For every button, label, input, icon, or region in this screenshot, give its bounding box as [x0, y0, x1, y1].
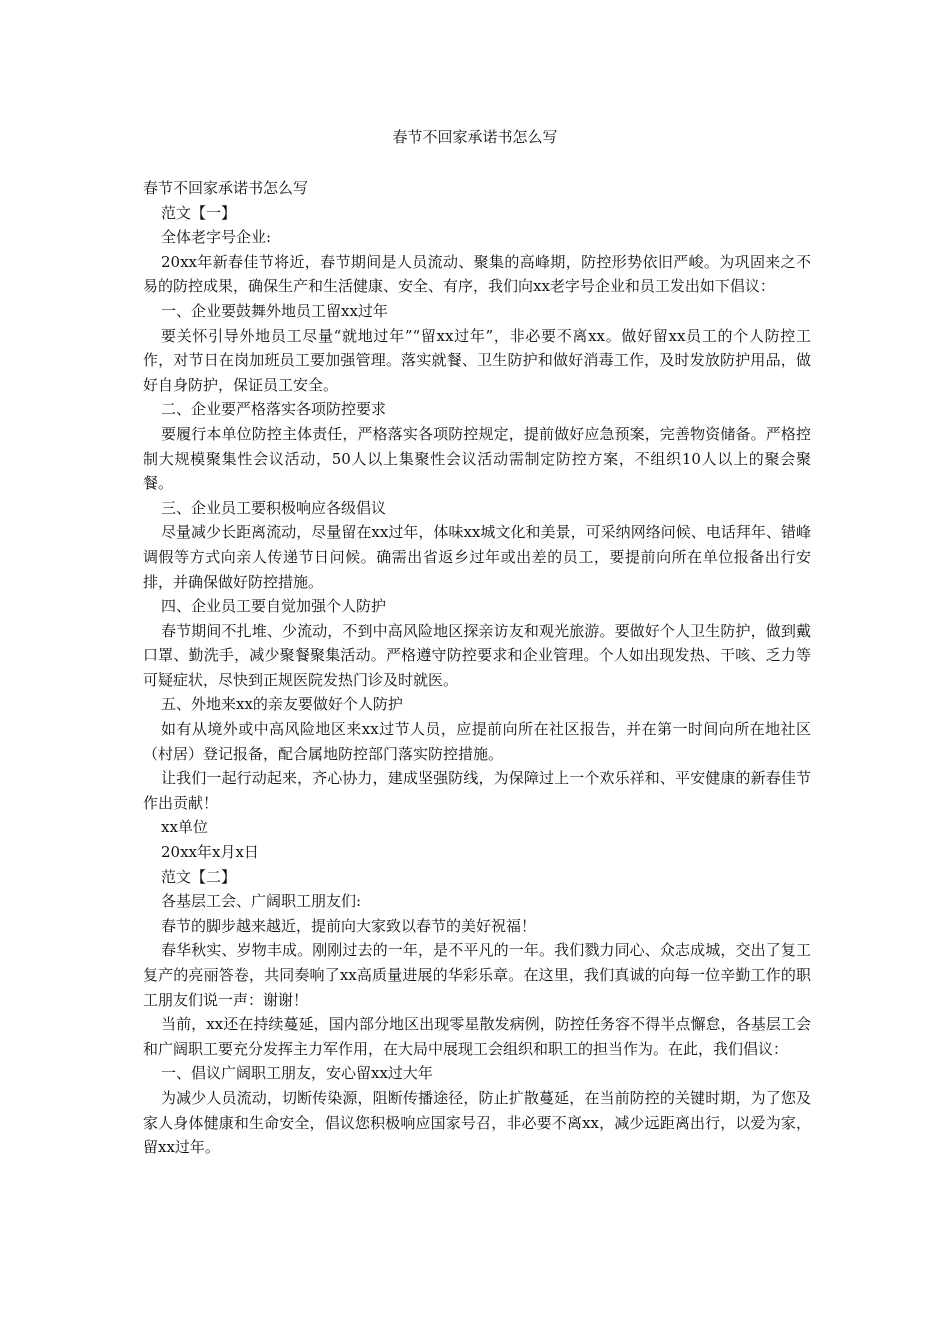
paragraph-salutation: 全体老字号企业:	[161, 228, 272, 247]
paragraph: 如有从境外或中高风险地区来xx过节人员，应提前向所在社区报告，并在第一时间向所在地社区（村居）登记报备，配合属地防控部门落实防控措施。	[143, 720, 811, 763]
document-body	[143, 176, 811, 1160]
paragraph-sample-two-label: 范文【二】	[161, 867, 237, 886]
section-heading: 二、企业要严格落实各项防控要求	[161, 400, 387, 419]
paragraph: 尽量减少长距离流动，尽量留在xx过年，体味xx城文化和美景，可采纳网络问候、电话拜年、错峰调假等方式向亲人传递节日问候。确需出省返乡过年或出差的员工，要提前向所在单位报备出行安排，并确保做好防控措施。	[143, 523, 811, 591]
signature-unit: xx单位	[161, 818, 208, 837]
section-heading: 三、企业员工要积极响应各级倡议	[161, 498, 387, 517]
paragraph: 20xx年新春佳节将近，春节期间是人员流动、聚集的高峰期，防控形势依旧严峻。为巩固来之不易的防控成果，确保生产和生活健康、安全、有序，我们向xx老字号企业和员工发出如下倡议：	[143, 252, 811, 296]
paragraph: 要履行本单位防控主体责任，严格落实各项防控规定，提前做好应急预案，完善物资储备。严格控制大规模聚集性会议活动，50人以上集聚性会议活动需制定防控方案，不组织10人以上的聚会聚餐。	[143, 424, 811, 493]
paragraph: 让我们一起行动起来，齐心协力，建成坚强防线，为保障过上一个欢乐祥和、平安健康的新春佳节作出贡献！	[143, 769, 811, 812]
paragraph-heading: 春节不回家承诺书怎么写	[143, 179, 309, 197]
paragraph-sample-one-label: 范文【一】	[161, 203, 237, 222]
section-heading: 一、企业要鼓舞外地员工留xx过年	[161, 301, 388, 320]
document-title: 春节不回家承诺书怎么写	[392, 128, 558, 146]
paragraph: 春节的脚步越来越近，提前向大家致以春节的美好祝福！	[161, 916, 537, 935]
signature-date: 20xx年x月x日	[161, 843, 259, 862]
section-heading: 四、企业员工要自觉加强个人防护	[161, 597, 387, 616]
paragraph: 当前，xx还在持续蔓延，国内部分地区出现零星散发病例，防控任务容不得半点懈怠，各基层工会和广阔职工要充分发挥主力军作用，在大局中展现工会组织和职工的担当作为。在此，我们倡议：	[143, 1015, 811, 1058]
section-heading: 一、倡议广阔职工朋友，安心留xx过大年	[161, 1064, 433, 1083]
paragraph: 要关怀引导外地员工尽量“就地过年”“留xx过年”，非必要不离xx。做好留xx员工的个人防控工作，对节日在岗加班员工要加强管理。落实就餐、卫生防护和做好消毒工作，及时发放防护用品，做好自身防护，保证员工安全。	[143, 326, 811, 394]
paragraph-salutation: 各基层工会、广阔职工朋友们:	[161, 892, 362, 911]
section-heading: 五、外地来xx的亲友要做好个人防护	[161, 695, 403, 714]
paragraph: 为减少人员流动，切断传染源，阻断传播途径，防止扩散蔓延，在当前防控的关键时期，为了您及家人身体健康和生命安全，倡议您积极响应国家号召，非必要不离xx，减少远距离出行，以爱为家，留xx过年。	[143, 1088, 811, 1157]
paragraph: 春节期间不扎堆、少流动，不到中高风险地区探亲访友和观光旅游。要做好个人卫生防护，做到戴口罩、勤洗手，减少聚餐聚集活动。严格遵守防控要求和企业管理。个人如出现发热、干咳、乏力等可疑症状，尽快到正规医院发热门诊及时就医。	[143, 621, 811, 689]
paragraph: 春华秋实、岁物丰成。刚刚过去的一年，是不平凡的一年。我们戮力同心、众志成城，交出了复工复产的亮丽答卷，共同奏响了xx高质量进展的华彩乐章。在这里，我们真诚的向每一位辛勤工作的职工朋友们说一声：谢谢！	[143, 941, 811, 1009]
